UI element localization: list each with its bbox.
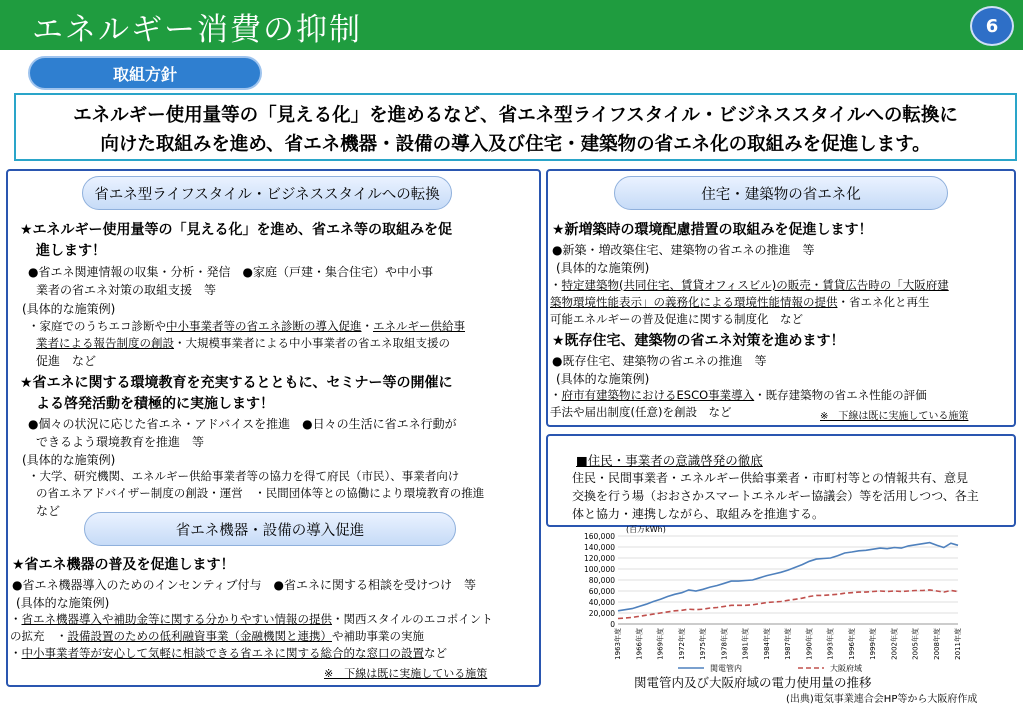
x-tick-label: 1987年度 bbox=[784, 628, 792, 660]
lifestyle-heading-2b: よる啓発活動を積極的に実施します！ bbox=[36, 396, 274, 412]
lifestyle-example-2b: の省エネアドバイザー制度の創設・運営 ・民間団体等との協働により環境教育の推進 bbox=[36, 486, 485, 500]
y-tick-label: 120,000 bbox=[583, 554, 615, 563]
lifestyle-bullet-1a: ●省エネ関連情報の収集・分析・発信 ●家庭（戸建・集合住宅）や中小事 bbox=[28, 265, 433, 279]
housing-example-label-1: (具体的な施策例) bbox=[556, 261, 650, 275]
series-line-osaka bbox=[618, 590, 958, 619]
x-tick-label: 1996年度 bbox=[847, 628, 856, 660]
lifestyle-bullet-2a: ●個々の状況に応じた省エネ・アドバイスを推進 ●日々の生活に省エネ行動が bbox=[28, 417, 457, 431]
x-tick-label: 2002年度 bbox=[890, 628, 899, 660]
housing-example-1b bbox=[550, 294, 930, 310]
summary-line-2: 向けた取組みを進め、省エネ機器・設備の導入及び住宅・建築物の省エネ化の取組みを促進します。 bbox=[100, 134, 931, 155]
y-tick-label: 140,000 bbox=[583, 543, 615, 552]
housing-example-2b: 手法や届出制度(任意)を創設 など bbox=[550, 405, 732, 419]
housing-bullet-2: ●既存住宅、建築物の省エネの推進 等 bbox=[552, 354, 767, 368]
text-span: ・関西スタイルのエコポイント bbox=[332, 612, 493, 626]
equipment-example-label: (具体的な施策例) bbox=[16, 596, 110, 610]
chart-y-ticks bbox=[584, 532, 615, 629]
lifestyle-section-title: 省エネ型ライフスタイル・ビジネススタイルへの転換 bbox=[82, 176, 452, 210]
underlined-measure: 省エネ機器導入や補助金等に関する分かりやすい情報の提供 bbox=[21, 612, 332, 626]
underlined-measure: 業者による報告制度の創設 bbox=[36, 336, 174, 350]
text-span: ・ bbox=[550, 388, 562, 402]
underlined-measure: 中小事業者等の省エネ診断の導入促進 bbox=[166, 319, 362, 333]
summary-box bbox=[14, 93, 1017, 161]
y-tick-label: 80,000 bbox=[588, 576, 615, 585]
x-tick-label: 1990年度 bbox=[805, 628, 814, 660]
chart-gridlines bbox=[618, 536, 958, 624]
text-span: ・大規模事業者による中小事業者の省エネ取組支援の bbox=[174, 336, 450, 350]
chart-series-lines bbox=[618, 543, 958, 619]
equipment-section-title: 省エネ機器・設備の導入促進 bbox=[84, 512, 456, 546]
x-tick-label: 2008年度 bbox=[932, 628, 941, 660]
x-tick-label: 2011年度 bbox=[954, 628, 962, 660]
equipment-example-b bbox=[10, 628, 424, 644]
y-tick-label: 160,000 bbox=[583, 532, 615, 541]
y-tick-label: 20,000 bbox=[588, 609, 615, 618]
underlined-measure: 府市有建築物におけるESCO事業導入 bbox=[561, 388, 755, 402]
summary-line-1: エネルギー使用量等の「見える化」を進めるなど、省エネ型ライフスタイル・ビジネススタイルへの転換に bbox=[73, 105, 958, 126]
housing-example-label-2: (具体的な施策例) bbox=[556, 372, 650, 386]
x-tick-label: 1975年度 bbox=[699, 628, 707, 660]
underlined-measure: 築物環境性能表示」の義務化による環境性能情報の提供 bbox=[550, 295, 838, 309]
lifestyle-example-label-1: (具体的な施策例) bbox=[22, 302, 116, 316]
x-tick-label: 1969年度 bbox=[656, 628, 665, 660]
y-tick-label: 40,000 bbox=[588, 598, 615, 607]
awareness-line-3: 体と協力・連携しながら、取組みを推進する。 bbox=[572, 507, 825, 521]
x-tick-label: 2005年度 bbox=[911, 628, 920, 660]
left-footnote: ※ 下線は既に実施している施策 bbox=[324, 667, 488, 680]
right-footnote: ※ 下線は既に実施している施策 bbox=[820, 411, 969, 422]
housing-example-2a bbox=[550, 387, 927, 403]
underlined-measure: 中小事業者等が安心して気軽に相談できる省エネに関する総合的な窓口の設置 bbox=[21, 646, 424, 660]
x-tick-label: 1981年度 bbox=[741, 628, 750, 660]
text-span: ・家庭でのうちエコ診断や bbox=[28, 319, 166, 333]
text-span: など bbox=[424, 646, 447, 660]
text-span: ・ bbox=[10, 612, 22, 626]
text-span: ・ bbox=[10, 646, 22, 660]
underlined-measure: 特定建築物(共同住宅、賃貸オフィスビル)の販売・賃貸広告時の「大阪府建 bbox=[561, 278, 949, 292]
text-span: ・既存建築物の省エネ性能の評価 bbox=[754, 388, 927, 402]
legend-label: 関電管内 bbox=[710, 664, 742, 673]
x-tick-label: 1999年度 bbox=[869, 628, 877, 660]
underlined-measure: エネルギー供給事 bbox=[373, 319, 465, 333]
y-tick-label: 0 bbox=[610, 620, 615, 629]
legend-label: 大阪府域 bbox=[830, 664, 862, 673]
page-number-badge: 6 bbox=[970, 6, 1014, 46]
x-tick-label: 1993年度 bbox=[826, 628, 835, 660]
x-tick-label: 1978年度 bbox=[720, 628, 729, 660]
housing-heading-2: ★既存住宅、建築物の省エネ対策を進めます！ bbox=[552, 333, 845, 349]
lifestyle-heading-1b: 進します！ bbox=[36, 243, 106, 259]
text-span: ・ bbox=[361, 319, 373, 333]
chart-source: (出典)電気事業連合会HP等から大阪府作成 bbox=[786, 694, 978, 705]
awareness-line-2: 交換を行う場（おおさかスマートエネルギー協議会）等を活用しつつ、各主 bbox=[572, 489, 979, 503]
housing-bullet-1: ●新築・増改築住宅、建築物の省エネの推進 等 bbox=[552, 243, 815, 257]
page-title: エネルギー消費の抑制 bbox=[32, 12, 362, 48]
lifestyle-example-1a bbox=[28, 318, 465, 334]
x-tick-label: 1963年度 bbox=[614, 628, 622, 660]
text-span: ・ bbox=[550, 278, 562, 292]
equipment-heading: ★省エネ機器の普及を促進します！ bbox=[12, 557, 235, 573]
lifestyle-example-1b bbox=[36, 335, 450, 351]
x-tick-label: 1984年度 bbox=[762, 628, 771, 660]
equipment-example-c bbox=[10, 645, 447, 661]
lifestyle-heading-2a: ★省エネに関する環境教育を充実するとともに、セミナー等の開催に bbox=[20, 375, 453, 391]
housing-example-1a bbox=[550, 277, 949, 293]
lifestyle-example-1c: 促進 など bbox=[36, 354, 97, 368]
chart-unit-label: (百万kWh) bbox=[626, 525, 666, 534]
text-span: の拡充 ・ bbox=[10, 629, 68, 643]
lifestyle-example-2a: ・大学、研究機関、エネルギー供給事業者等の協力を得て府民（市民）、事業者向け bbox=[28, 469, 460, 483]
awareness-line-1: 住民・民間事業者・エネルギー供給事業者・市町村等との情報共有、意見 bbox=[572, 471, 969, 485]
chart-caption: 関電管内及び大阪府域の電力使用量の推移 bbox=[634, 675, 872, 690]
lifestyle-bullet-1b: 業者の省エネ対策の取組支援 等 bbox=[36, 283, 217, 297]
awareness-title: ■住民・事業者の意識啓発の徹底 bbox=[576, 453, 763, 468]
housing-section-title: 住宅・建築物の省エネ化 bbox=[614, 176, 948, 210]
lifestyle-example-2c: など bbox=[36, 504, 61, 518]
y-tick-label: 100,000 bbox=[583, 565, 615, 574]
equipment-example-a bbox=[10, 611, 493, 627]
y-tick-label: 60,000 bbox=[588, 587, 615, 596]
policy-label: 取組方針 bbox=[28, 56, 262, 90]
housing-example-1c: 可能エネルギーの普及促進に関する制度化 など bbox=[550, 312, 803, 326]
housing-heading-1: ★新増築時の環境配慮措置の取組みを促進します！ bbox=[552, 222, 873, 238]
x-tick-label: 1972年度 bbox=[677, 628, 686, 660]
chart-x-ticks bbox=[613, 628, 962, 660]
lifestyle-example-label-2: (具体的な施策例) bbox=[22, 453, 116, 467]
text-span: ・省エネ化と再生 bbox=[837, 295, 930, 309]
underlined-measure: 設備設置のための低利融資事業（金融機関と連携） bbox=[67, 629, 332, 643]
text-span: や補助事業の実施 bbox=[332, 629, 424, 643]
lifestyle-heading-1a: ★エネルギー使用量等の「見える化」を進め、省エネ等の取組みを促 bbox=[20, 222, 452, 238]
chart-legend bbox=[678, 663, 862, 673]
power-usage-chart bbox=[560, 524, 970, 674]
lifestyle-bullet-2b: できるよう環境教育を推進 等 bbox=[36, 435, 205, 449]
x-tick-label: 1966年度 bbox=[635, 628, 644, 660]
equipment-bullet: ●省エネ機器導入のためのインセンティブ付与 ●省エネに関する相談を受けつけ 等 bbox=[12, 578, 476, 592]
